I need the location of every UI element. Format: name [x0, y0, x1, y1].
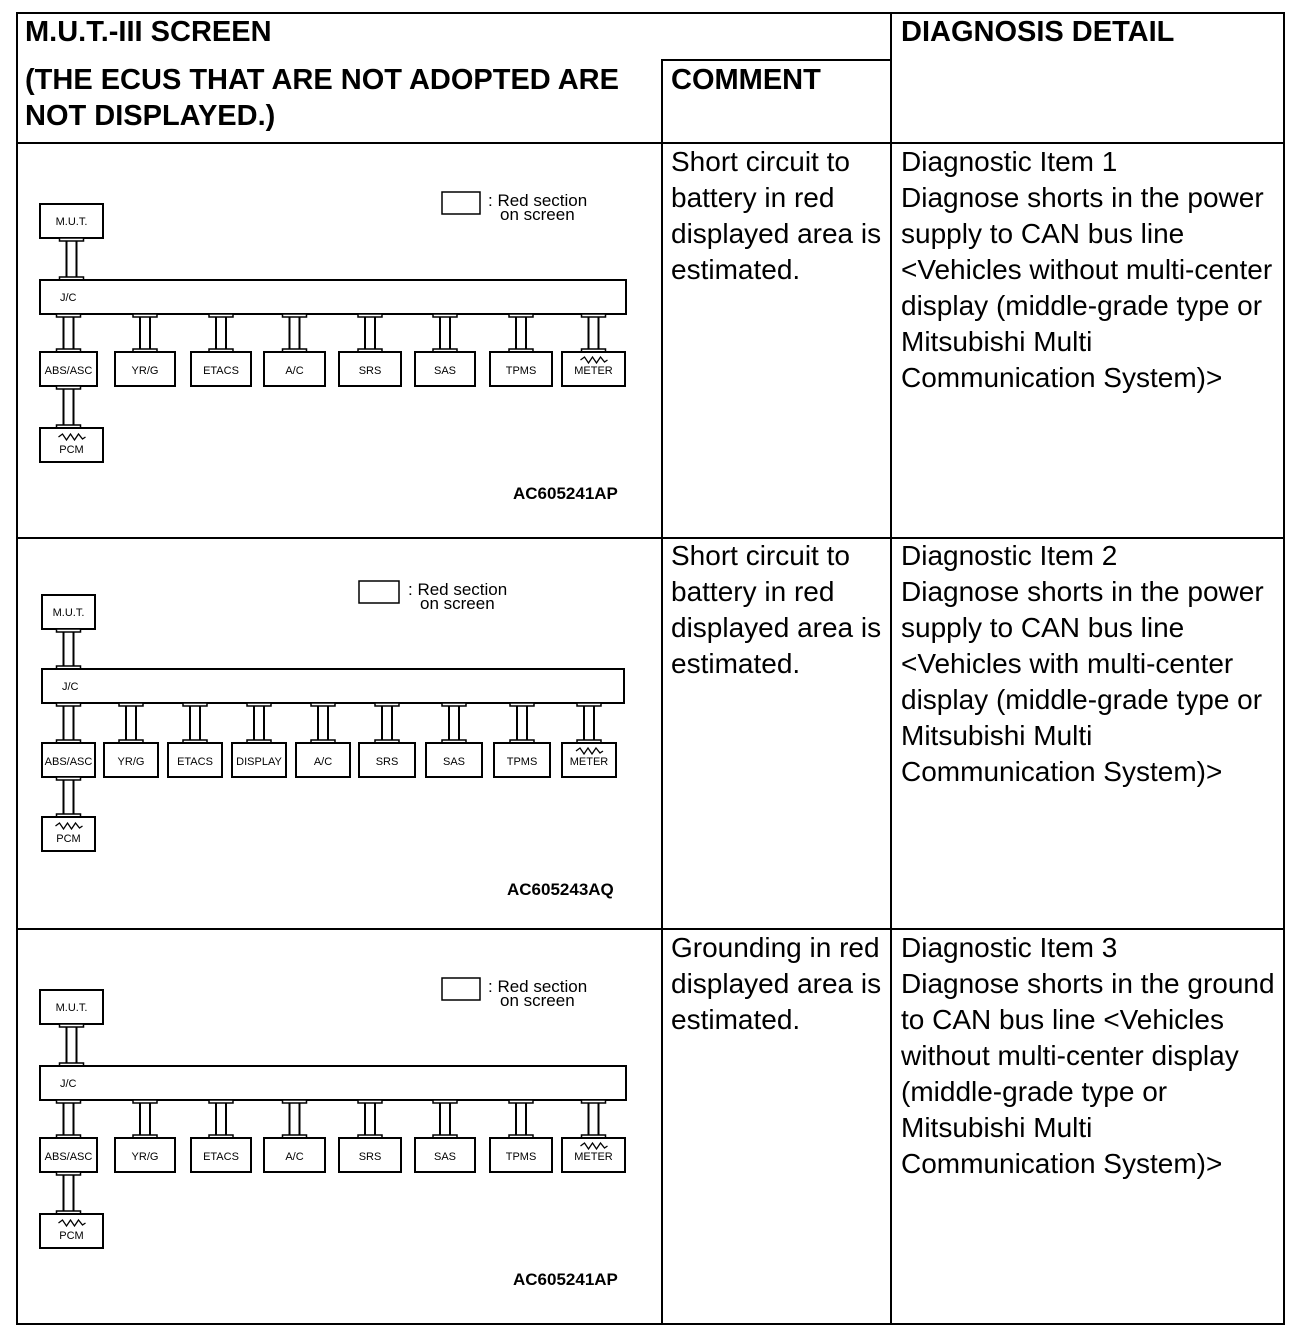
connector-cap — [433, 314, 457, 317]
connector-cap — [133, 314, 157, 317]
ecu-label: METER — [574, 1151, 613, 1163]
ecu-label: SAS — [433, 1151, 457, 1163]
jc-label: J/C — [60, 1078, 77, 1090]
connector-cap — [57, 629, 81, 632]
ecu-label: SAS — [433, 365, 457, 377]
connector-cap — [375, 703, 399, 706]
ecu-label: TPMS — [505, 1151, 537, 1163]
ecu-label: ETACS — [203, 1151, 239, 1163]
mut-label: M.U.T. — [55, 1002, 88, 1014]
ecu-label: A/C — [285, 365, 304, 377]
ecu-label: YR/G — [117, 756, 145, 768]
row-3-network-diagram — [24, 956, 634, 1316]
connector-cap — [433, 1100, 457, 1103]
legend-label: : Red section — [488, 977, 588, 996]
legend-label: on screen — [500, 991, 575, 1010]
legend-swatch — [442, 192, 480, 214]
row-3-detail-title: Diagnostic Item 3 — [901, 932, 1118, 963]
row-1-detail-body: Diagnose shorts in the power supply to CAN bus line <Vehicles without multi-center display (middle-grade type or Mitsubishi Multi Communication System)> — [901, 182, 1273, 393]
header-diagnosis-detail: DIAGNOSIS DETAIL — [901, 16, 1175, 48]
ecu-label: METER — [574, 365, 613, 377]
connector-cap — [60, 1024, 84, 1027]
legend-label: : Red section — [408, 580, 508, 599]
ecu-label: ETACS — [177, 756, 213, 768]
pcm-label: PCM — [56, 833, 81, 845]
connector-cap — [582, 1100, 606, 1103]
ecu-label: SAS — [442, 756, 466, 768]
mut-label: M.U.T. — [52, 607, 85, 619]
row-3-detail-body: Diagnose shorts in the ground to CAN bus line <Vehicles without multi-center display (middle-grade type or Mitsubishi Multi Communication System)> — [901, 968, 1275, 1179]
ecu-label: ABS/ASC — [44, 756, 93, 768]
ecu-label: ABS/ASC — [44, 1151, 93, 1163]
ecu-label: YR/G — [131, 365, 159, 377]
connector-cap — [442, 703, 466, 706]
connector-cap — [209, 1100, 233, 1103]
ecu-label: TPMS — [506, 756, 538, 768]
connector-cap — [57, 386, 81, 389]
legend-swatch — [359, 581, 399, 603]
connector-cap — [57, 314, 81, 317]
pcm-label: PCM — [59, 444, 84, 456]
ecu-label: SRS — [375, 756, 399, 768]
legend-label: : Red section — [488, 191, 588, 210]
legend-label: on screen — [420, 594, 495, 613]
connector-cap — [183, 703, 207, 706]
jc-bus — [40, 280, 626, 314]
diagram-canvas — [24, 170, 634, 530]
connector-cap — [510, 703, 534, 706]
row-2-detail-body: Diagnose shorts in the power supply to CAN bus line <Vehicles with multi-center display (middle-grade type or Mitsubishi Multi Communication System)> — [901, 576, 1264, 787]
connector-cap — [60, 238, 84, 241]
ecu-label: DISPLAY — [236, 756, 282, 768]
connector-cap — [57, 703, 81, 706]
ecu-label: A/C — [313, 756, 333, 768]
jc-bus — [42, 669, 624, 703]
connector-cap — [283, 1100, 307, 1103]
row-2-comment: Short circuit to battery in red displayed area is estimated. — [671, 540, 882, 679]
ecu-label: A/C — [285, 1151, 304, 1163]
connector-cap — [509, 314, 533, 317]
ecu-label: TPMS — [505, 365, 537, 377]
connector-cap — [119, 703, 143, 706]
row-3-figure-code: AC605241AP — [513, 1270, 618, 1289]
connector-cap — [209, 314, 233, 317]
ecu-label: METER — [569, 756, 609, 768]
table-border-right — [1283, 12, 1285, 1325]
row-1-comment: Short circuit to battery in red displayed area is estimated. — [671, 146, 882, 285]
row-1-detail-title: Diagnostic Item 1 — [901, 146, 1118, 177]
connector-cap — [57, 777, 81, 780]
legend-swatch — [442, 978, 480, 1000]
pcm-label: PCM — [59, 1230, 84, 1242]
header-subdivider — [661, 59, 892, 61]
row-1-network-diagram — [24, 170, 634, 530]
connector-cap — [247, 703, 271, 706]
ecu-label: YR/G — [131, 1151, 159, 1163]
mut-label: M.U.T. — [55, 216, 88, 228]
table-border-bottom — [16, 1323, 1285, 1325]
header-mut-screen: M.U.T.-III SCREEN — [25, 16, 272, 48]
jc-label: J/C — [62, 681, 79, 693]
connector-cap — [133, 1100, 157, 1103]
ecu-label: SRS — [358, 365, 382, 377]
jc-label: J/C — [60, 292, 77, 304]
ecu-label: SRS — [358, 1151, 382, 1163]
connector-cap — [358, 1100, 382, 1103]
connector-cap — [283, 314, 307, 317]
ecu-label: ABS/ASC — [44, 365, 93, 377]
header-subtitle: (THE ECUS THAT ARE NOT ADOPTED ARE NOT DISPLAYED.) — [25, 64, 619, 132]
connector-cap — [582, 314, 606, 317]
connector-cap — [358, 314, 382, 317]
jc-bus — [40, 1066, 626, 1100]
diagram-canvas — [24, 565, 634, 925]
col-divider-1 — [661, 59, 663, 1325]
table-border-left — [16, 12, 18, 1325]
legend-label: on screen — [500, 205, 575, 224]
diagram-canvas — [24, 956, 634, 1316]
row-2-detail-title: Diagnostic Item 2 — [901, 540, 1118, 571]
row-2-detail — [901, 538, 1279, 790]
connector-cap — [57, 1172, 81, 1175]
connector-cap — [577, 703, 601, 706]
ecu-label: ETACS — [203, 365, 239, 377]
row-2-figure-code: AC605243AQ — [507, 880, 614, 899]
connector-cap — [509, 1100, 533, 1103]
col-divider-2 — [890, 12, 892, 1325]
row-2-network-diagram — [24, 565, 634, 925]
row-1-detail — [901, 144, 1279, 396]
row-3-detail — [901, 930, 1279, 1182]
row-3-comment: Grounding in red displayed area is estimated. — [671, 932, 882, 1035]
header-comment: COMMENT — [671, 64, 821, 96]
connector-cap — [311, 703, 335, 706]
row-1-figure-code: AC605241AP — [513, 484, 618, 503]
connector-cap — [57, 1100, 81, 1103]
